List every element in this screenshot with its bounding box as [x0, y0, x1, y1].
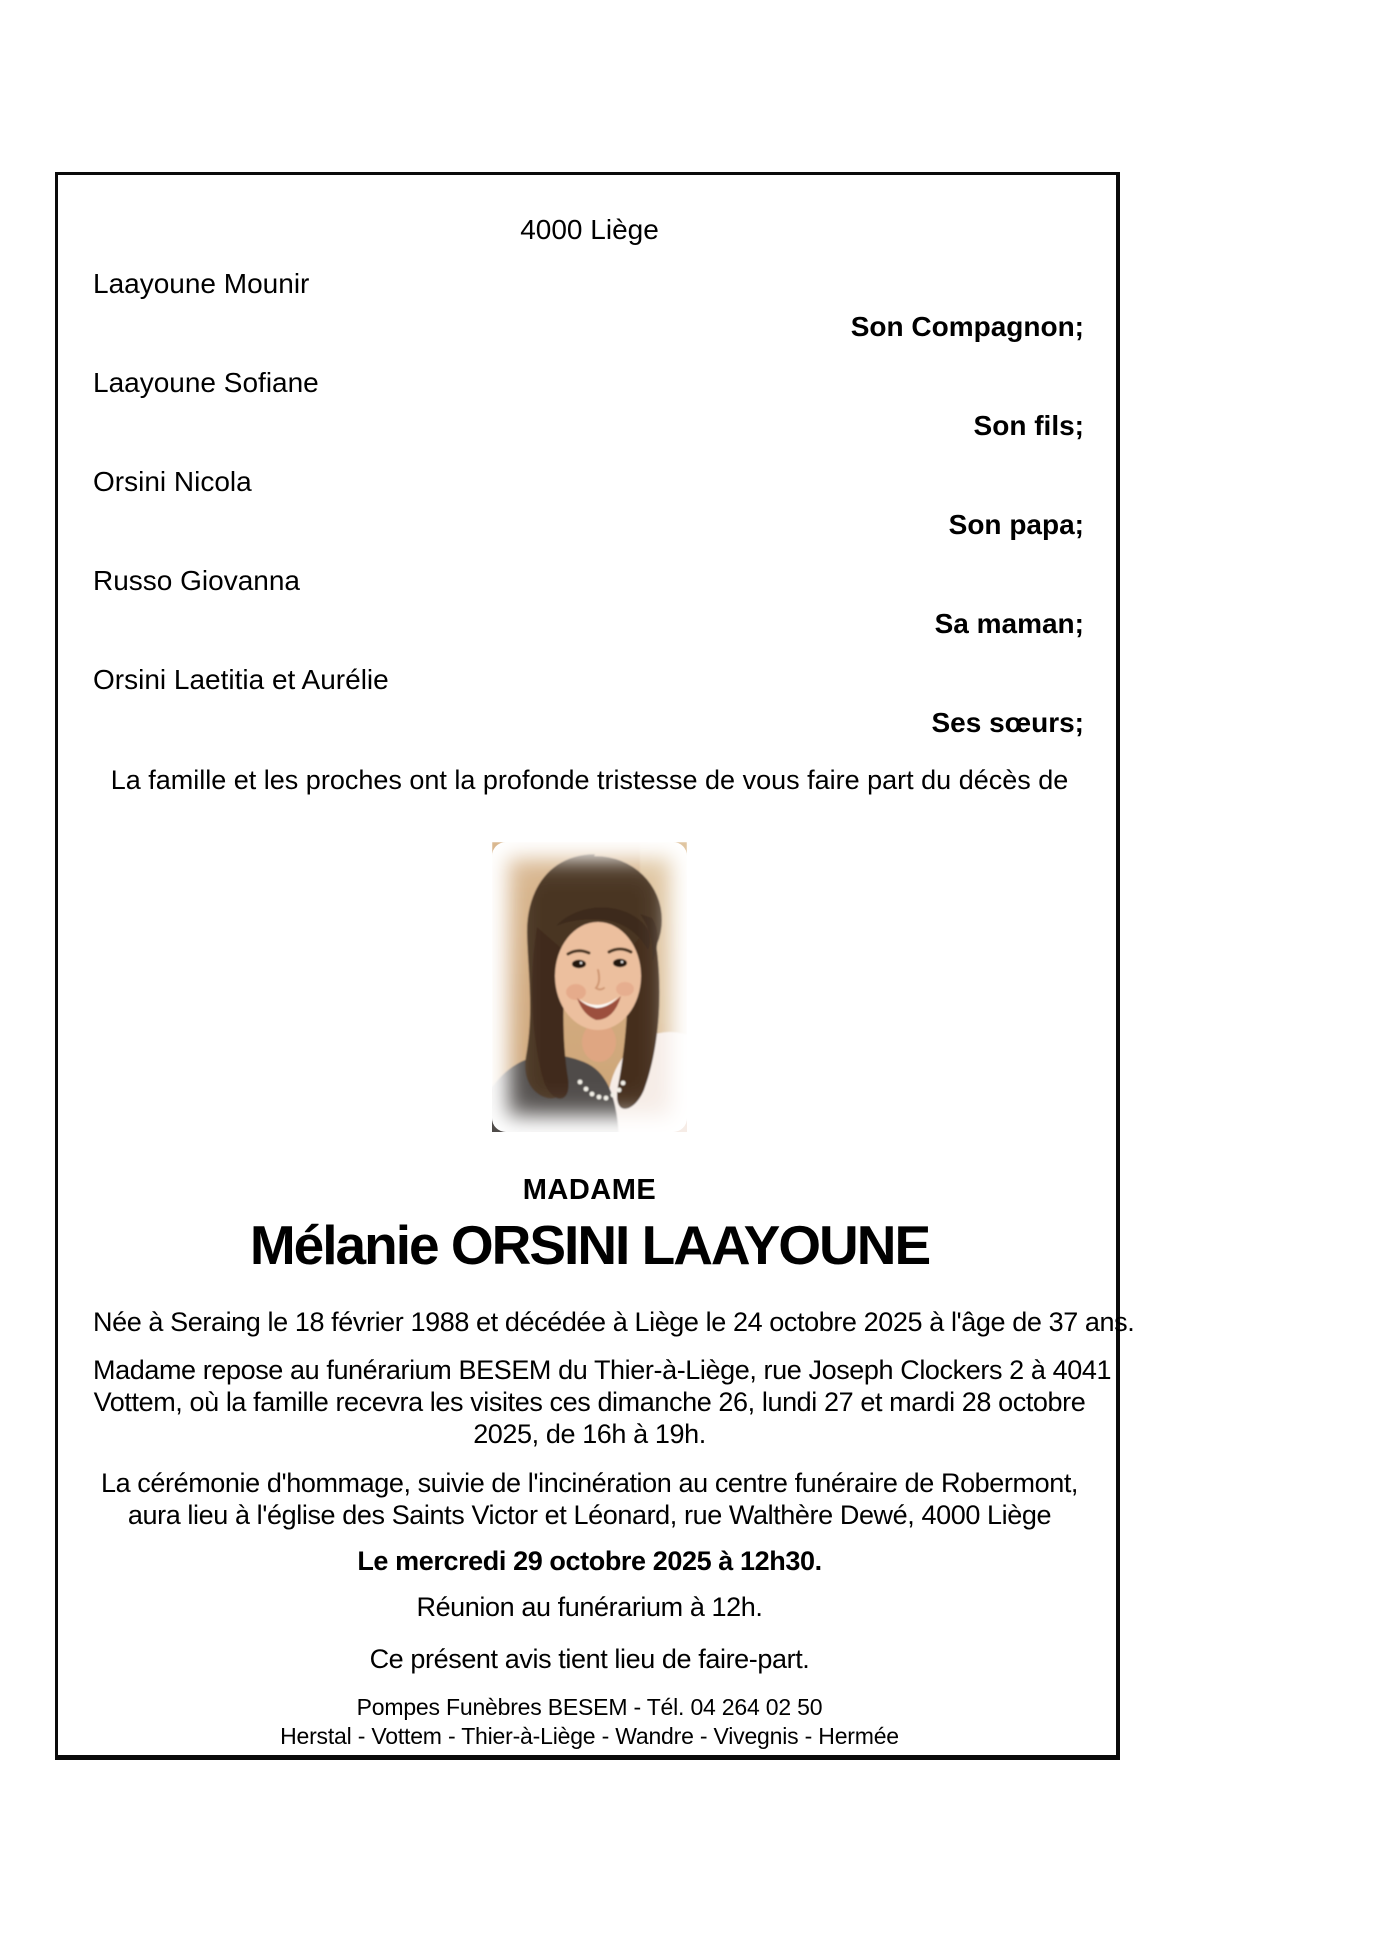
relative-row [93, 465, 1086, 542]
relative-relation: Son Compagnon; [850, 311, 1084, 342]
repose-line: Madame repose au funérarium BESEM du Thier-à-Liège, rue Joseph Clockers 2 à 4041 [93, 1355, 1112, 1385]
reunion-line: Réunion au funérarium à 12h. [416, 1592, 763, 1622]
repose-line: Vottem, où la famille recevra les visites ces dimanche 26, lundi 27 et mardi 28 octobre [93, 1387, 1086, 1417]
ceremony-datetime: Le mercredi 29 octobre 2025 à 12h30. [357, 1546, 822, 1576]
notice-line: Ce présent avis tient lieu de faire-part. [369, 1644, 810, 1674]
relative-row [93, 267, 1086, 344]
life-dates-line [93, 1306, 1135, 1338]
relative-row [93, 366, 1086, 443]
relative-row [93, 564, 1086, 641]
localities-line: Herstal - Vottem - Thier-à-Liège - Wandre - Vivegnis - Hermée [280, 1723, 899, 1749]
portrait-image [492, 842, 687, 1132]
relative-relation: Sa maman; [934, 608, 1084, 639]
repose-paragraph [93, 1354, 1112, 1450]
relative-name: Laayoune Sofiane [93, 367, 319, 398]
ceremony-line: aura lieu à l'église des Saints Victor et Léonard, rue Walthère Dewé, 4000 Liège [127, 1500, 1052, 1530]
relative-name: Russo Giovanna [93, 565, 301, 596]
deceased-name: Mélanie ORSINI LAAYOUNE [249, 1214, 930, 1276]
footer [93, 1693, 1086, 1751]
repose-line: 2025, de 16h à 19h. [473, 1419, 706, 1449]
funeral-home-line: Pompes Funèbres BESEM - Tél. 04 264 02 50 [356, 1694, 823, 1720]
relative-relation: Son papa; [948, 509, 1084, 540]
relative-relation: Ses sœurs; [931, 707, 1084, 738]
life-dates-text: Née à Seraing le 18 février 1988 et décédée à Liège le 24 octobre 2025 à l'âge de 37 ans. [93, 1307, 1135, 1337]
death-notice-sheet [55, 172, 1135, 1760]
ceremony-line: La cérémonie d'hommage, suivie de l'incinération au centre funéraire de Robermont, [100, 1468, 1079, 1498]
relative-name: Orsini Laetitia et Aurélie [93, 664, 389, 695]
honorific-title: MADAME [522, 1174, 657, 1206]
relative-name: Orsini Nicola [93, 466, 252, 497]
city-line: 4000 Liège [520, 214, 659, 245]
ceremony-paragraph [93, 1467, 1086, 1531]
relative-name: Laayoune Mounir [93, 268, 310, 299]
announcement-line: La famille et les proches ont la profonde tristesse de vous faire part du décès de [110, 765, 1069, 795]
portrait-photo [492, 842, 687, 1132]
relative-row [93, 663, 1086, 740]
relative-relation: Son fils; [973, 410, 1084, 441]
